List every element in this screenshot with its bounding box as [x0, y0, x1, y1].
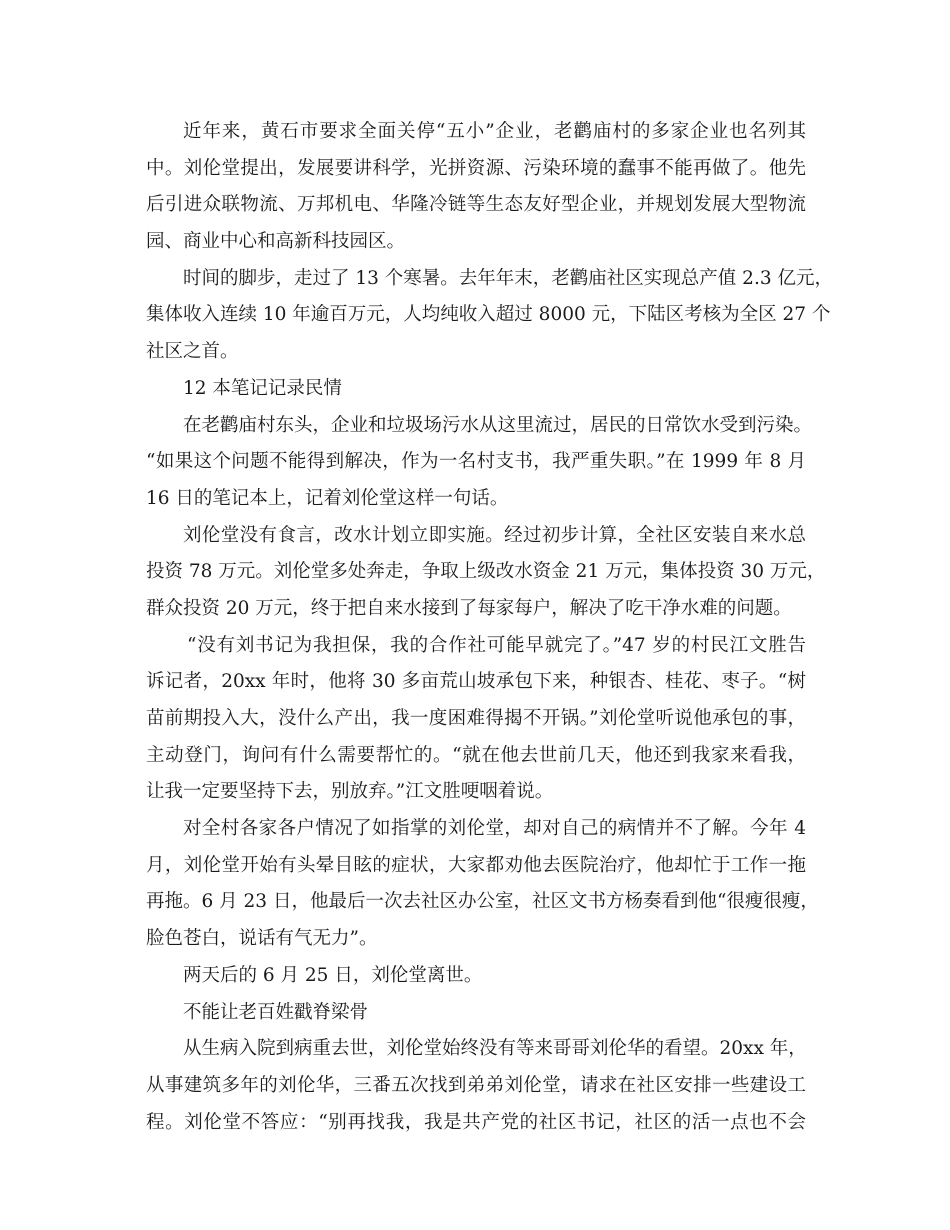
text-line: 程。刘伦堂不答应：“别再找我，我是共产党的社区书记，社区的活一点也不会 [146, 1111, 806, 1133]
article-body [146, 114, 833, 1141]
text-line: 12 本笔记记录民情 [183, 377, 342, 399]
text-line: 社区之首。 [146, 341, 239, 363]
text-line: 诉记者，20xx 年时，他将 30 多亩荒山坡承包下来，种银杏、桂花、枣子。“树 [146, 671, 806, 693]
text-line: 对全村各家各户情况了如指掌的刘伦堂，却对自己的病情并不了解。今年 4 [183, 818, 806, 840]
text-line: 中。刘伦堂提出，发展要讲科学，光拼资源、污染环境的蠢事不能再做了。他先 [146, 157, 806, 179]
text-line: 时间的脚步，走过了 13 个寒暑。去年年末，老鹳庙社区实现总产值 2.3 亿元， [183, 267, 833, 289]
text-line: 两天后的 6 月 25 日，刘伦堂离世。 [183, 964, 483, 986]
text-line: 苗前期投入大，没什么产出，我一度困难得揭不开锅。”刘伦堂听说他承包的事， [146, 708, 806, 729]
text-line: 月，刘伦堂开始有头晕目眩的症状，大家都劝他去医院治疗，他却忙于工作一拖 [146, 854, 806, 876]
text-line: 群众投资 20 万元，终于把自来水接到了每家每户，解决了吃干净水难的问题。 [146, 597, 792, 619]
text-line: 从事建筑多年的刘伦华，三番五次找到弟弟刘伦堂，请求在社区安排一些建设工 [146, 1074, 806, 1096]
text-line: 投资 78 万元。刘伦堂多处奔走，争取上级改水资金 21 万元，集体投资 30 万元， [146, 561, 826, 583]
text-line: 16 日的笔记本上，记着刘伦堂这样一句话。 [146, 487, 509, 509]
text-line: “如果这个问题不能得到解决，作为一名村支书，我严重失职。”在 1999 年 8 月 [146, 451, 806, 473]
text-line: 从生病入院到病重去世，刘伦堂始终没有等来哥哥刘伦华的看望。20xx 年， [183, 1038, 807, 1060]
text-line: 让我一定要坚持下去，别放弃。”江文胜哽咽着说。 [146, 781, 554, 803]
text-line: 刘伦堂没有食言，改水计划立即实施。经过初步计算，全社区安装自来水总 [183, 524, 806, 546]
text-line: 在老鹳庙村东头，企业和垃圾场污水从这里流过，居民的日常饮水受到污染。 [183, 414, 813, 436]
text-line: 主动登门，询问有什么需要帮忙的。“就在他去世前几天，他还到我家来看我， [146, 744, 806, 766]
text-line: 脸色苍白，说话有气无力”。 [146, 928, 378, 950]
text-line: 近年来，黄石市要求全面关停“五小”企业，老鹳庙村的多家企业也名列其 [183, 121, 806, 142]
text-line: 不能让老百姓戳脊梁骨 [183, 1001, 369, 1023]
text-line: 再拖。6 月 23 日，他最后一次去社区办公室，社区文书方杨奏看到他“很瘦很瘦， [146, 891, 819, 913]
text-line: 园、商业中心和高新科技园区。 [146, 231, 406, 253]
text-line: 后引进众联物流、万邦机电、华隆冷链等生态友好型企业，并规划发展大型物流 [146, 194, 806, 216]
text-line: 集体收入连续 10 年逾百万元，人均纯收入超过 8000 元，下陆区考核为全区 27 个 [146, 304, 831, 326]
text-line: “没有刘书记为我担保，我的合作社可能早就完了。”47 岁的村民江文胜告 [187, 634, 806, 656]
